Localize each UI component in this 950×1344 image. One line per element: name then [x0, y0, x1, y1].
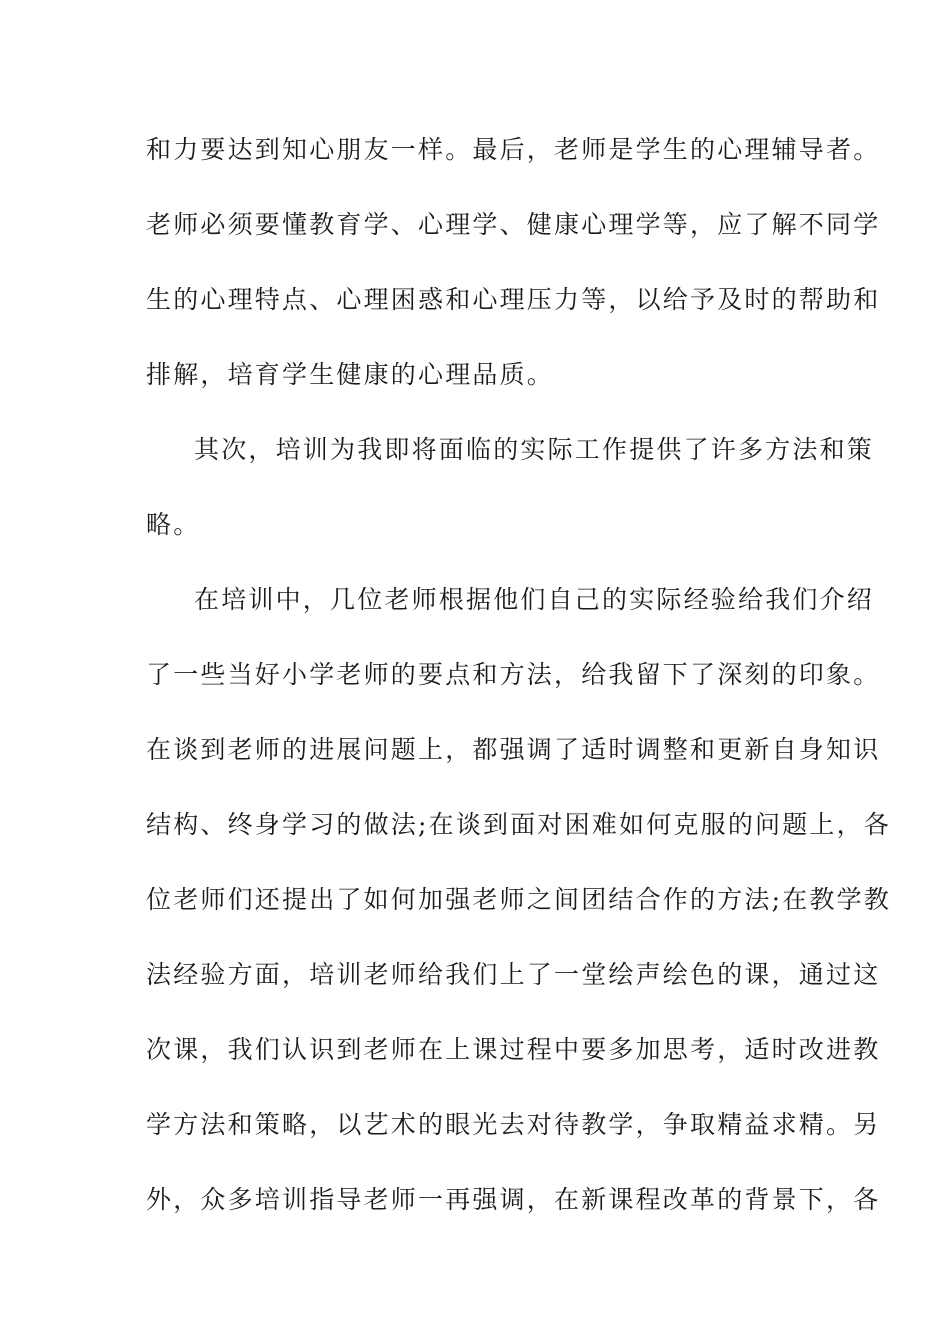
- text-line: 排解，培育学生健康的心理品质。: [146, 360, 555, 389]
- text-line: 法经验方面，培训老师给我们上了一堂绘声绘色的课，通过这: [146, 960, 881, 989]
- text-line: 外，众多培训指导老师一再强调，在新课程改革的背景下，各: [146, 1185, 881, 1214]
- paragraph-first-line: 其次，培训为我即将面临的实际工作提供了许多方法和策: [194, 435, 875, 464]
- text-line: 学方法和策略，以艺术的眼光去对待教学，争取精益求精。另: [146, 1110, 881, 1139]
- text-line: 和力要达到知心朋友一样。最后，老师是学生的心理辅导者。: [146, 135, 881, 164]
- text-line: 结构、终身学习的做法;在谈到面对困难如何克服的问题上，各: [146, 810, 892, 839]
- text-line: 生的心理特点、心理困惑和心理压力等，以给予及时的帮助和: [146, 285, 881, 314]
- paragraph-first-line: 在培训中，几位老师根据他们自己的实际经验给我们介绍: [194, 585, 875, 614]
- text-line: 了一些当好小学老师的要点和方法，给我留下了深刻的印象。: [146, 660, 881, 689]
- text-line: 略。: [146, 510, 201, 539]
- text-line: 老师必须要懂教育学、心理学、健康心理学等，应了解不同学: [146, 210, 881, 239]
- text-line: 在谈到老师的进展问题上，都强调了适时调整和更新自身知识: [146, 735, 881, 764]
- text-line: 位老师们还提出了如何加强老师之间团结合作的方法;在教学教: [146, 885, 892, 914]
- text-line: 次课，我们认识到老师在上课过程中要多加思考，适时改进教: [146, 1035, 881, 1064]
